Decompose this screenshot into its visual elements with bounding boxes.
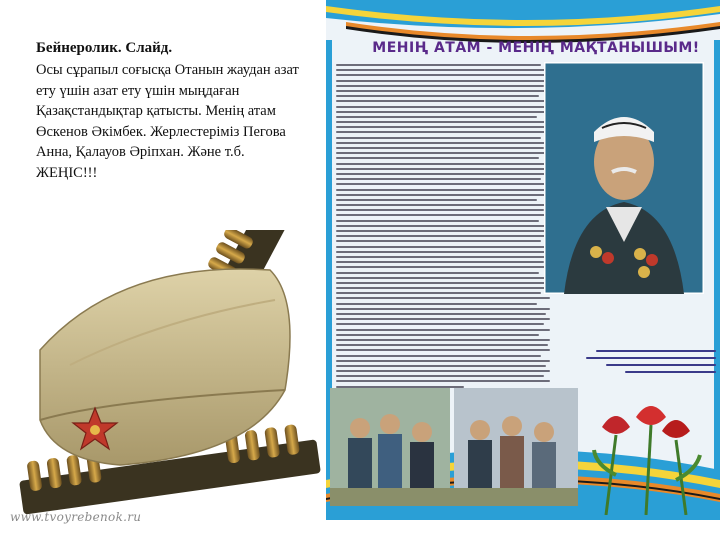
soldier-cap-image	[0, 230, 330, 530]
poster-signature	[586, 350, 716, 378]
poster-title: МЕНІҢ АТАМ - МЕНІҢ МАҚТАНЫШЫМ!	[372, 40, 700, 56]
veteran-portrait-photo	[544, 62, 704, 294]
slide-body-text: Осы сұрапыл соғысқа Отанын жаудан азат ету үшін азат ету үшін мыңдаған Қазақстандықтар қатысты. Менің атам Өскенов Әкімбек. Жерлестеріміз Пегова Анна, Қалауов Әріпхан. Және т.б. ЖЕҢІС!!!	[36, 62, 299, 181]
poster-image	[326, 0, 720, 520]
slide-title: Бейнеролик. Слайд.	[36, 40, 173, 56]
watermark: www.tvoyrebenok.ru	[10, 510, 142, 524]
red-tulips-image	[576, 395, 716, 515]
poster-article-text	[336, 64, 550, 391]
family-group-photo	[330, 388, 578, 506]
slide-text-block	[36, 38, 306, 183]
